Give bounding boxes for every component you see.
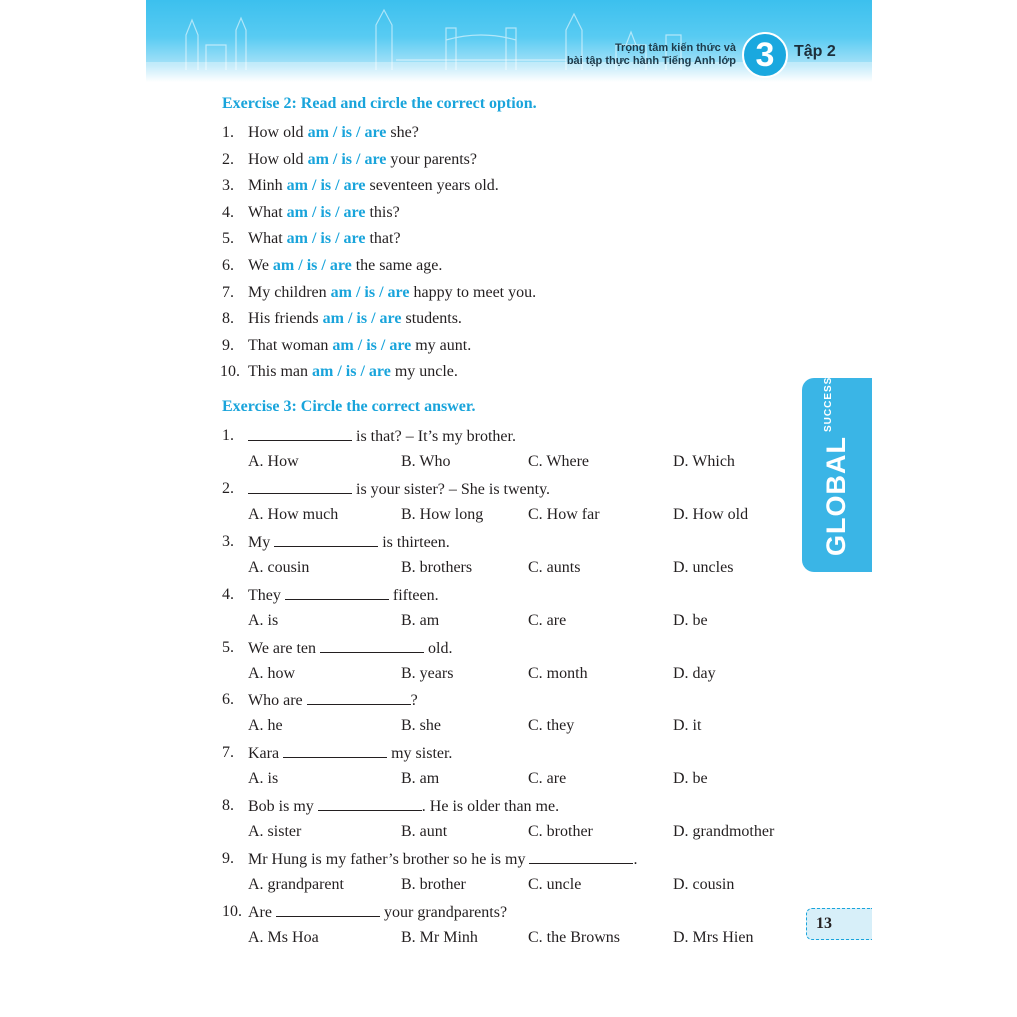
answer-blank[interactable] xyxy=(318,796,422,811)
choice-b[interactable]: B. she xyxy=(401,717,441,734)
choice-c[interactable]: C. they xyxy=(528,717,575,734)
question-number: 10. xyxy=(222,903,242,920)
choice-b[interactable]: B. am xyxy=(401,770,440,787)
circle-options[interactable]: am / is / are xyxy=(307,124,387,141)
question-start: Kara xyxy=(248,745,284,762)
question-number: 8. xyxy=(222,797,234,814)
answer-blank[interactable] xyxy=(248,426,352,441)
answer-blank[interactable] xyxy=(320,638,424,653)
choice-a[interactable]: A. How xyxy=(248,453,299,470)
choice-b[interactable]: B. Mr Minh xyxy=(401,929,478,946)
sentence-start: How old xyxy=(248,151,308,168)
item-number: 4. xyxy=(222,204,234,221)
choice-b[interactable]: B. How long xyxy=(401,506,484,523)
sentence-end: my uncle. xyxy=(390,363,458,380)
logo-main-text: GLOBAL xyxy=(821,436,851,556)
question-text xyxy=(248,849,637,870)
choice-d[interactable]: D. grandmother xyxy=(673,823,775,840)
choice-a[interactable]: A. cousin xyxy=(248,559,310,576)
question-start: Bob is my xyxy=(248,798,318,815)
choice-d[interactable]: D. be xyxy=(673,770,708,787)
sentence-start: My children xyxy=(248,284,331,301)
question-number: 1. xyxy=(222,427,234,444)
question-text xyxy=(248,585,439,606)
question-text xyxy=(248,743,452,764)
question-end: fifteen. xyxy=(388,587,439,604)
choice-a[interactable]: A. sister xyxy=(248,823,302,840)
choice-a[interactable]: A. he xyxy=(248,717,283,734)
answer-blank[interactable] xyxy=(285,585,389,600)
question-start: Are xyxy=(248,904,276,921)
sentence-end: your parents? xyxy=(386,151,478,168)
choice-d[interactable]: D. day xyxy=(673,665,716,682)
question-number: 3. xyxy=(222,533,234,550)
question-start: My xyxy=(248,534,275,551)
choice-c[interactable]: C. How far xyxy=(528,506,600,523)
question-end: is thirteen. xyxy=(378,534,450,551)
workbook-page xyxy=(146,0,872,1017)
question-text xyxy=(248,532,450,553)
choice-d[interactable]: D. uncles xyxy=(673,559,734,576)
series-title-line2: bài tập thực hành Tiếng Anh lớp xyxy=(566,55,736,67)
circle-options[interactable]: am / is / are xyxy=(322,310,402,327)
global-success-logo xyxy=(821,377,852,556)
grade-badge: 3 xyxy=(742,32,788,78)
choice-c[interactable]: C. are xyxy=(528,612,567,629)
sentence-start: How old xyxy=(248,124,308,141)
sentence-end: seventeen years old. xyxy=(365,177,499,194)
logo-sub-text: SUCCESS xyxy=(823,376,834,432)
question-start: We are ten xyxy=(248,640,320,657)
choice-d[interactable]: D. Which xyxy=(673,453,735,470)
choice-a[interactable]: A. Ms Hoa xyxy=(248,929,319,946)
answer-blank[interactable] xyxy=(529,849,633,864)
item-number: 3. xyxy=(222,177,234,194)
item-sentence xyxy=(248,309,462,329)
circle-options[interactable]: am / is / are xyxy=(307,151,387,168)
question-text xyxy=(248,902,507,923)
item-sentence xyxy=(248,150,477,170)
choice-c[interactable]: C. month xyxy=(528,665,588,682)
question-text xyxy=(248,796,559,817)
choice-d[interactable]: D. be xyxy=(673,612,708,629)
exercise-3-title: Exercise 3: Circle the correct answer. xyxy=(222,398,476,415)
item-sentence xyxy=(248,336,471,356)
question-text xyxy=(248,690,418,711)
circle-options[interactable]: am / is / are xyxy=(312,363,391,380)
circle-options[interactable]: am / is / are xyxy=(286,230,366,247)
item-number: 10. xyxy=(220,363,240,380)
question-end: my sister. xyxy=(387,745,453,762)
question-start: They xyxy=(248,587,285,604)
choice-a[interactable]: A. is xyxy=(248,770,279,787)
question-end: . He is older than me. xyxy=(421,798,560,815)
item-sentence xyxy=(248,229,401,249)
answer-blank[interactable] xyxy=(307,690,411,705)
question-number: 4. xyxy=(222,586,234,603)
circle-options[interactable]: am / is / are xyxy=(330,284,410,301)
item-number: 2. xyxy=(222,151,234,168)
question-text xyxy=(248,479,550,500)
sentence-start: What xyxy=(248,230,287,247)
question-start: Who are xyxy=(248,692,307,709)
choice-d[interactable]: D. it xyxy=(673,717,702,734)
choice-b[interactable]: B. Who xyxy=(401,453,451,470)
item-sentence xyxy=(248,123,419,143)
choice-d[interactable]: D. cousin xyxy=(673,876,735,893)
question-end: is that? – It’s my brother. xyxy=(352,428,516,445)
choice-c[interactable]: C. brother xyxy=(528,823,593,840)
sentence-end: my aunt. xyxy=(411,337,472,354)
question-number: 7. xyxy=(222,744,234,761)
sentence-end: this? xyxy=(365,204,400,221)
question-number: 2. xyxy=(222,480,234,497)
volume-label: Tập 2 xyxy=(794,43,836,60)
item-number: 6. xyxy=(222,257,234,274)
question-end: your grandparents? xyxy=(379,904,508,921)
question-number: 6. xyxy=(222,691,234,708)
sentence-start: This man xyxy=(248,363,312,380)
answer-blank[interactable] xyxy=(276,902,380,917)
question-end: . xyxy=(633,851,638,868)
choice-a[interactable]: A. grandparent xyxy=(248,876,344,893)
circle-options[interactable]: am / is / are xyxy=(272,257,352,274)
answer-blank[interactable] xyxy=(283,743,387,758)
item-number: 8. xyxy=(222,310,234,327)
sentence-end: she? xyxy=(386,124,419,141)
circle-options[interactable]: am / is / are xyxy=(286,177,366,194)
choice-a[interactable]: A. is xyxy=(248,612,279,629)
circle-options[interactable]: am / is / are xyxy=(286,204,366,221)
choice-b[interactable]: B. years xyxy=(401,665,454,682)
choice-b[interactable]: B. brother xyxy=(401,876,466,893)
item-number: 1. xyxy=(222,124,234,141)
choice-d[interactable]: D. How old xyxy=(673,506,749,523)
sentence-end: happy to meet you. xyxy=(409,284,537,301)
item-number: 5. xyxy=(222,230,234,247)
choice-b[interactable]: B. aunt xyxy=(401,823,448,840)
choice-a[interactable]: A. how xyxy=(248,665,296,682)
choice-c[interactable]: C. are xyxy=(528,770,567,787)
sentence-start: We xyxy=(248,257,273,274)
exercise-2-title: Exercise 2: Read and circle the correct option. xyxy=(222,95,537,112)
sentence-start: What xyxy=(248,204,287,221)
item-sentence xyxy=(248,176,499,196)
item-sentence xyxy=(248,203,400,223)
question-end: old. xyxy=(424,640,453,657)
choice-b[interactable]: B. brothers xyxy=(401,559,473,576)
question-text xyxy=(248,426,516,447)
item-number: 9. xyxy=(222,337,234,354)
page-number: 13 xyxy=(816,915,832,932)
choice-c[interactable]: C. Where xyxy=(528,453,590,470)
sentence-end: the same age. xyxy=(351,257,443,274)
sentence-end: that? xyxy=(365,230,401,247)
series-title-line1: Trọng tâm kiến thức và xyxy=(614,42,736,54)
choice-b[interactable]: B. am xyxy=(401,612,440,629)
question-number: 9. xyxy=(222,850,234,867)
item-sentence xyxy=(248,362,458,382)
item-sentence xyxy=(248,256,442,276)
sentence-start: That woman xyxy=(248,337,333,354)
page-header xyxy=(146,0,872,82)
sentence-start: Minh xyxy=(248,177,287,194)
question-start: Mr Hung is my father’s brother so he is my xyxy=(248,851,530,868)
circle-options[interactable]: am / is / are xyxy=(332,337,412,354)
answer-blank[interactable] xyxy=(248,479,352,494)
choice-a[interactable]: A. How much xyxy=(248,506,339,523)
choice-c[interactable]: C. uncle xyxy=(528,876,582,893)
choice-c[interactable]: C. the Browns xyxy=(528,929,620,946)
sentence-end: students. xyxy=(401,310,462,327)
question-text xyxy=(248,638,452,659)
item-number: 7. xyxy=(222,284,234,301)
choice-c[interactable]: C. aunts xyxy=(528,559,581,576)
question-end: is your sister? – She is twenty. xyxy=(352,481,551,498)
question-number: 5. xyxy=(222,639,234,656)
sentence-start: His friends xyxy=(248,310,323,327)
item-sentence xyxy=(248,283,536,303)
answer-blank[interactable] xyxy=(274,532,378,547)
question-end: ? xyxy=(410,692,418,709)
choice-d[interactable]: D. Mrs Hien xyxy=(673,929,754,946)
